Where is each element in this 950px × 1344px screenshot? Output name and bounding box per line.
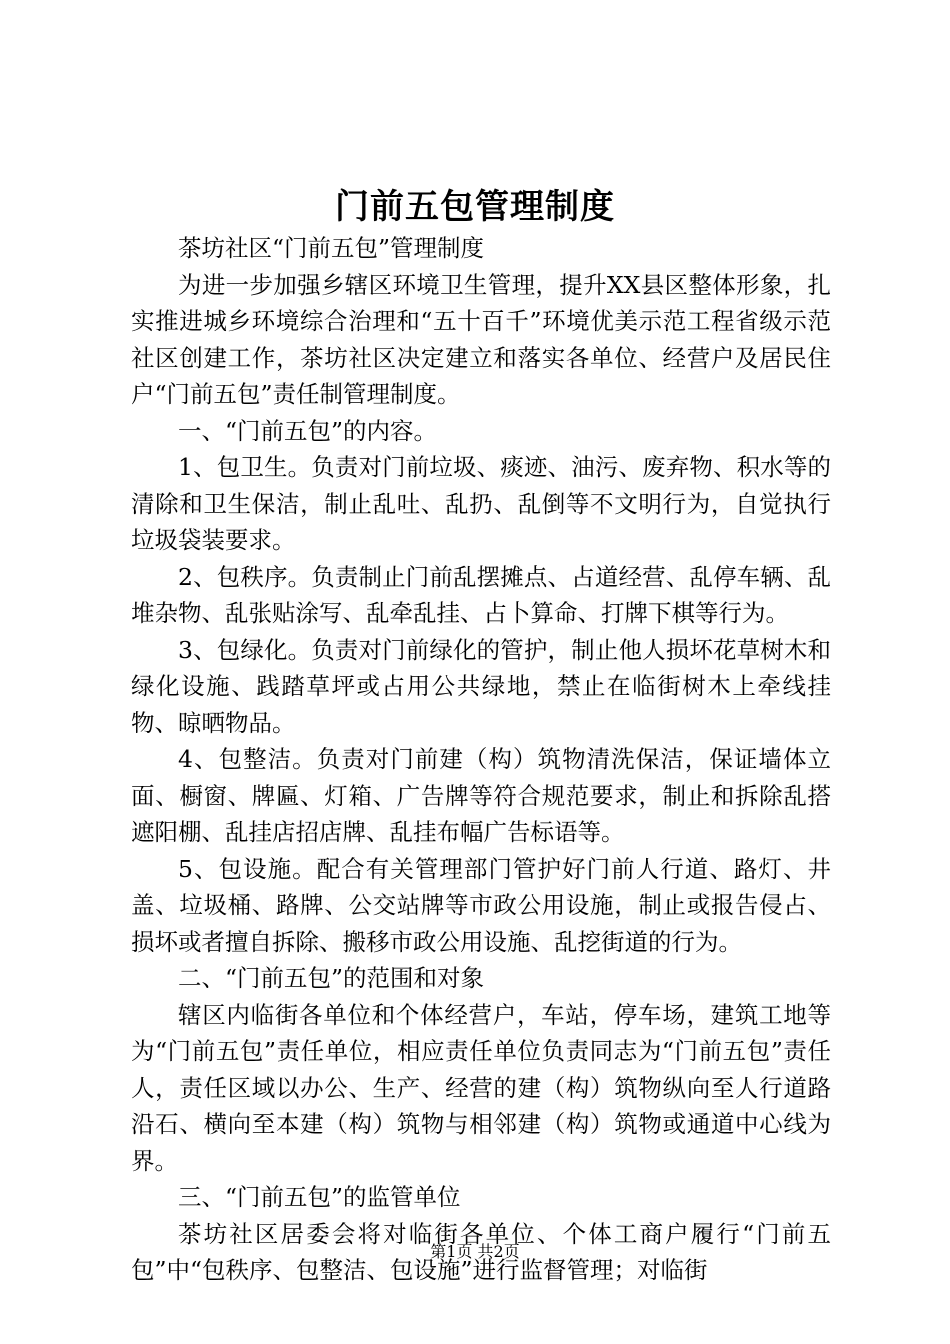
- paragraph-item-greening: 3、包绿化。负责对门前绿化的管护，制止他人损坏花草树木和绿化设施、践踏草坪或占用公共绿地，禁止在临街树木上牵线挂物、晾晒物品。: [131, 635, 831, 737]
- page-footer: 第1页 共2页: [430, 1242, 520, 1261]
- document-body: [131, 230, 831, 1289]
- paragraph-item-facilities: 5、包设施。配合有关管理部门管护好门前人行道、路灯、井盖、垃圾桶、路牌、公交站牌等市政公用设施，制止或报告侵占、损坏或者擅自拆除、搬移市政公用设施、乱挖街道的行为。: [131, 854, 831, 956]
- paragraph-item-hygiene: 1、包卫生。负责对门前垃圾、痰迹、油污、废弃物、积水等的清除和卫生保洁，制止乱吐、乱扔、乱倒等不文明行为，自觉执行垃圾袋装要求。: [131, 453, 831, 554]
- paragraph-supervision: 茶坊社区居委会将对临街各单位、个体工商户履行“门前五包”中“包秩序、包整洁、包设施”进行监督管理；对临街: [131, 1219, 831, 1284]
- document-title: 门前五包管理制度: [335, 187, 615, 227]
- paragraph-item-tidiness: 4、包整洁。负责对门前建（构）筑物清洗保洁，保证墙体立面、橱窗、牌匾、灯箱、广告牌等符合规范要求，制止和拆除乱搭遮阳棚、乱挂店招店牌、乱挂布幅广告标语等。: [131, 745, 831, 846]
- paragraph-item-order: 2、包秩序。负责制止门前乱摆摊点、占道经营、乱停车辆、乱堆杂物、乱张贴涂写、乱牵乱挂、占卜算命、打牌下棋等行为。: [131, 562, 831, 627]
- paragraph-scope: 辖区内临街各单位和个体经营户，车站，停车场，建筑工地等为“门前五包”责任单位，相应责任单位负责同志为“门前五包”责任人，责任区域以办公、生产、经营的建（构）筑物纵向至人行道路沿石、横向至本建（构）筑物与相邻建（构）筑物或通道中心线为界。: [131, 1000, 831, 1175]
- paragraph-subtitle: 茶坊社区“门前五包”管理制度: [178, 234, 485, 262]
- paragraph-intro: 为进一步加强乡辖区环境卫生管理，提升XX县区整体形象，扎实推进城乡环境综合治理和“五十百千”环境优美示范工程省级示范社区创建工作，茶坊社区决定建立和落实各单位、经营户及居民住户“门前五包”责任制管理制度。: [131, 270, 831, 408]
- section-heading-scope: 二、“门前五包”的范围和对象: [178, 964, 485, 992]
- section-heading-content: 一、“门前五包”的内容。: [178, 416, 438, 445]
- section-heading-supervision: 三、“门前五包”的监管单位: [178, 1183, 461, 1211]
